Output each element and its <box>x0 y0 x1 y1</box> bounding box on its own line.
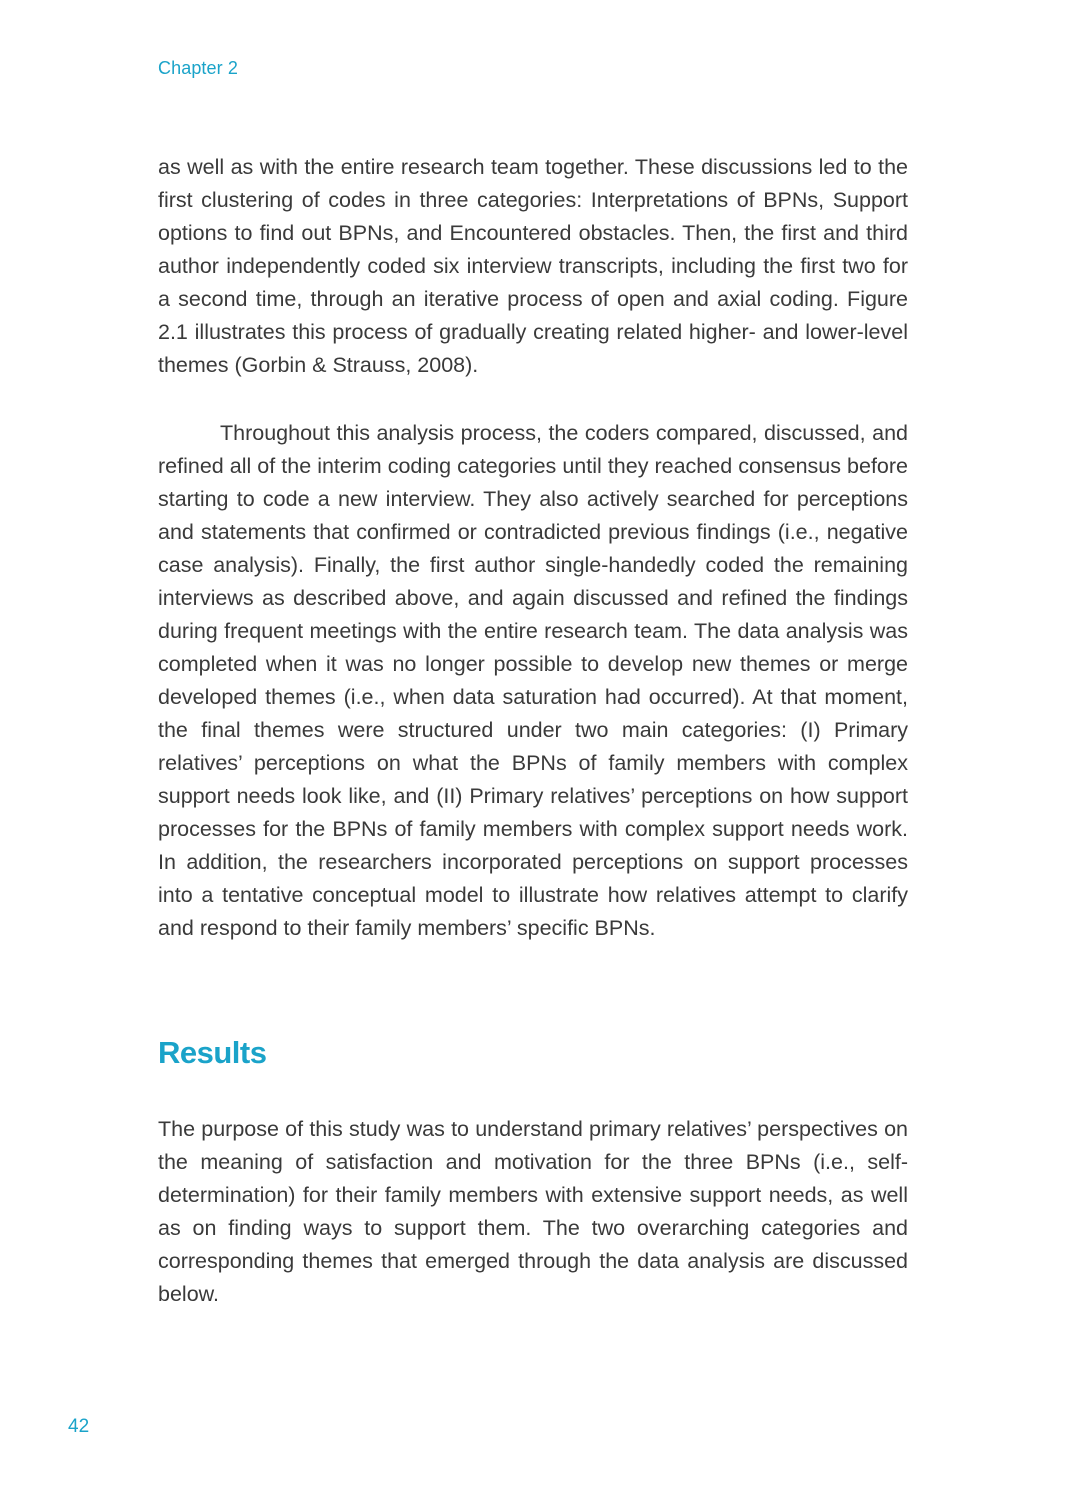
body-paragraph-3: The purpose of this study was to understand primary relatives’ perspectives on the meaning of satisfaction and motivation for the three BPNs (i.e., self-determination) for their family members with extensive support needs, as well as on finding ways to support them. The two overarching categories and corresponding themes that emerged through the data analysis are discussed below. <box>158 1117 908 1306</box>
body-paragraph-2: Throughout this analysis process, the coders compared, discussed, and refined all of the interim coding categories until they reached consensus before starting to code a new interview. They also actively searched for perceptions and statements that confirmed or contradicted previous findings (i.e., negative case analysis). Finally, the first author single-handedly coded the remaining interviews as described above, and again discussed and refined the findings during frequent meetings with the entire research team. The data analysis was completed when it was no longer possible to develop new themes or merge developed themes (i.e., when data saturation had occurred). At that moment, the final themes were structured under two main categories: (I) Primary relatives’ perceptions on what the BPNs of family members with complex support needs look like, and (II) Primary relatives’ perceptions on how support processes for the BPNs of family members with complex support needs work. In addition, the researchers incorporated perceptions on support processes into a tentative conceptual model to illustrate how relatives attempt to clarify and respond to their family members’ specific BPNs. <box>158 421 908 940</box>
results-heading: Results <box>158 1035 267 1070</box>
body-paragraph-1: as well as with the entire research team together. These discussions led to the first clustering of codes in three categories: Interpretations of BPNs, Support options to find out BPNs, and Encountered obstacles. Then, the first and third author independently coded six interview transcripts, including the first two for a second time, through an iterative process of open and axial coding. Figure 2.1 illustrates this process of gradually creating related higher- and lower-level themes (Gorbin & Strauss, 2008). <box>158 155 908 377</box>
page-number: 42 <box>68 1416 90 1437</box>
running-head: Chapter 2 <box>158 58 238 78</box>
